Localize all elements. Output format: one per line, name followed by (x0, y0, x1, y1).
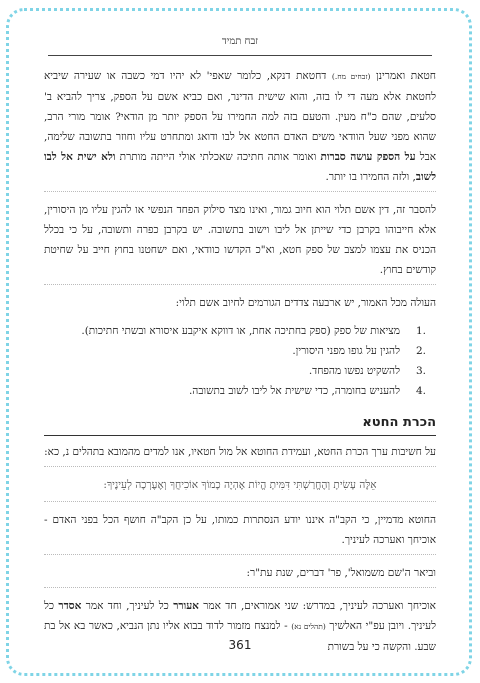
verse-quote: אֵלֶּה עָשִׂיתָ וְהֶחֱרַשְׁתִּי דִּמִּיתָ הֱיוֹת אֶהְיֶה כָמוֹךָ אוֹכִיחֲךָ וְאֶעֶרְכָה לְעֵינֶיךָ: (103, 479, 377, 491)
list-item (44, 321, 426, 341)
paragraph-6-text-a: אוכיחך ואערכה לעיניך, במדרש: שני אמוראים, חד אמר (198, 600, 436, 612)
paragraph-6-text-d: - למנצח מזמור לדוד בבוא אליו נתן הנביא, כאשר בא אל בת שבע. והקשה כי על בשורת (44, 620, 436, 653)
paragraph-4: החוטא מדמיין, כי הקב"ה איננו יודע הנסתרות כמותו, על כן הקב"ה חושף הכל בפני האדם - אוכיחך ואערכה לעיניך. (44, 514, 436, 546)
bold-phrase: ולא ישית אל לבו לשוב (44, 151, 436, 183)
list-text: להשקיט נפשו מהפחד. (308, 365, 400, 377)
paragraph-divider (44, 466, 436, 467)
list-item (44, 381, 426, 401)
bold-phrase: על הספק עושה סברות (320, 151, 416, 163)
paragraph-divider (44, 191, 436, 192)
section-divider (44, 435, 436, 436)
paragraph-1-text-b: דחטאת דנקא, כלומר שאפי' לא יהיו דמי כשבה או שעירה שיביא לחטאת אלא מעה די לו בזה, והוא שישית הדינר, ואם כביא אשם על הספק, צריך להביא ב' סלעים, שהם כ"ח מעין. והטעם בזה למה החמירו על הספק יותר מן הודאי? אומר מורי הרב, שהוא מפני שעל הוודאי משים האדם החטא אל לבו ודואג ומתחרט עליו וחוזר בתשובה שלימה, אבל (44, 70, 437, 163)
header-divider (48, 55, 432, 56)
running-header: זבח תמיד (221, 36, 259, 47)
page-number: 361 (228, 638, 252, 652)
citation: (תהלים נא) (291, 622, 326, 631)
paragraph-5: וביאר ה'שם משמואל', פר' דברים, שנת עת"ר: (246, 567, 436, 579)
list-number: .1 (415, 325, 426, 337)
paragraph-divider (44, 284, 436, 285)
paragraph-6-text-b: כל לעיניך, וחד אמר (81, 600, 174, 612)
list-item (44, 361, 426, 381)
section-intro: על חשיבות ערך הכרת החטא, ועמידת החוטא אל מול חטאיו, אנו למדים מהמובא בתהלים נ, כא: (44, 446, 436, 458)
paragraph-1 (44, 66, 436, 187)
bold-word: אעורר (173, 600, 199, 612)
page-body (44, 66, 436, 665)
list-number: .2 (415, 345, 426, 357)
list-item (44, 341, 426, 361)
paragraph-1-text-c: ואומר אותה חתיכה שאכלתי אולי הייתה מותרת (115, 151, 321, 163)
paragraph-1-text-a: חטאת ואמרינן (370, 70, 436, 82)
paragraph-divider (44, 587, 436, 588)
paragraph-divider (44, 554, 436, 555)
paragraph-6-text-c: כל לעיניך. ויובן עפ"י האלשיך (44, 600, 436, 632)
citation: (זבחים מח.) (331, 72, 371, 81)
paragraph-3: העולה מכל האמור, יש ארבעה צדדים הגורמים לחיוב אשם תלוי: (175, 297, 436, 309)
list-number: .4 (415, 385, 426, 397)
section-heading: הכרת החטא (362, 415, 436, 430)
paragraph-2: להסבר זה, דין אשם תלוי הוא חיוב גמור, ואינו מצד סילוק הפחד הנפשי או להגין עליו מן היסורין, אלא חייבוהו בקרבן כדי שייתן אל ליבו וישוב בתשובה. יש בקרבן כפרה ותשובה, על כי בכלל הכניס את עצמו למצב של ספק חטא, וא"כ הקדשו כוודאי, ואם ישחטנו בחוץ חייב על שחיטת קודשים בחוץ. (44, 204, 436, 276)
numbered-list (44, 321, 436, 401)
paragraph-1-text-d: , ולזה החמירו בו יותר. (325, 171, 416, 183)
list-number: .3 (415, 365, 426, 377)
paragraph-divider (44, 501, 436, 502)
list-text: להעניש בחומרה, כדי שישית אל ליבו לשוב בתשובה. (188, 385, 400, 397)
list-text: להגין על גופו מפני היסורין. (292, 345, 400, 357)
bold-word: אסדר (58, 600, 82, 612)
list-text: מציאות של ספק (ספק בחתיכה אחת, או דווקא איקבע איסורא ובשתי חתיכות). (81, 325, 400, 337)
